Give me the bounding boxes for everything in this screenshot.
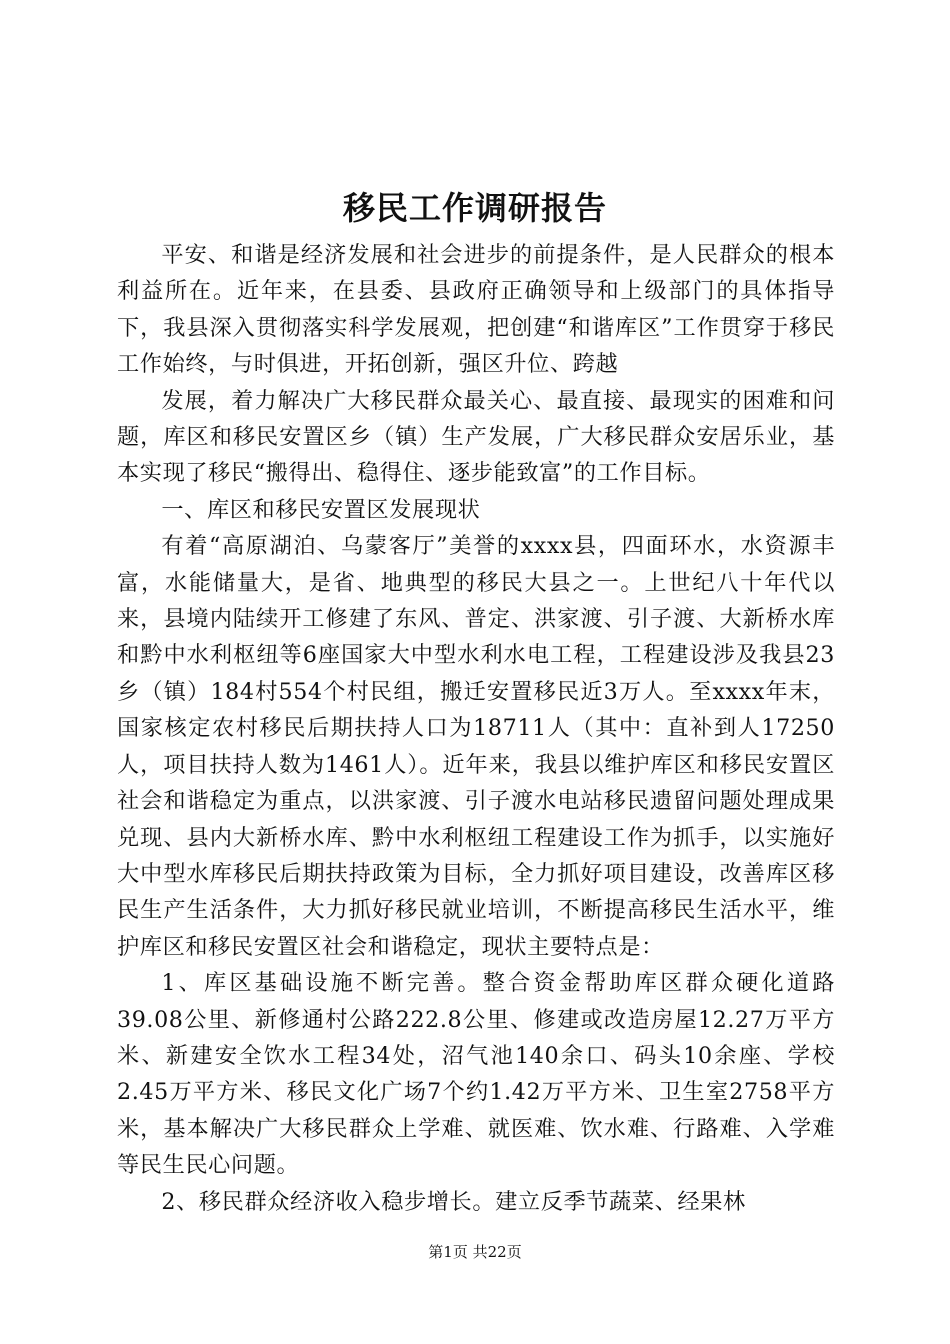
paragraph: 1、库区基础设施不断完善。整合资金帮助库区群众硬化道路39.08公里、新修通村公路222.8公里、修建或改造房屋12.27万平方米、新建安全饮水工程34处，沼气池140余口、码头10余座、学校2.45万平方米、移民文化广场7个约1.42万平方米、卫生室2758平方米，基本解决广大移民群众上学难、就医难、饮水难、行路难、入学难等民生民心问题。 bbox=[117, 970, 835, 1179]
paragraph: 有着“高原湖泊、乌蒙客厅”美誉的xxxx县，四面环水，水资源丰富，水能储量大，是省、地典型的移民大县之一。上世纪八十年代以来，县境内陆续开工修建了东风、普定、洪家渡、引子渡、大新桥水库和黔中水利枢纽等6座国家大中型水利水电工程，工程建设涉及我县23乡（镇）184村554个村民组，搬迁安置移民近3万人。至xxxx年末，国家核定农村移民后期扶持人口为18711人（其中：直补到人17250人，项目扶持人数为1461人）。近年来，我县以维护库区和移民安置区社会和谐稳定为重点，以洪家渡、引子渡水电站移民遗留问题处理成果兑现、县内大新桥水库、黔中水利枢纽工程建设工作为抓手，以实施好大中型水库移民后期扶持政策为目标，全力抓好项目建设，改善库区移民生产生活条件，大力抓好移民就业培训，不断提高移民生活水平，维护库区和移民安置区社会和谐稳定，现状主要特点是： bbox=[117, 533, 835, 960]
document-title: 移民工作调研报告 bbox=[342, 189, 607, 227]
page-number-footer: 第1页 共22页 bbox=[428, 1243, 522, 1261]
paragraph: 2、移民群众经济收入稳步增长。建立反季节蔬菜、经果林 bbox=[161, 1188, 746, 1215]
section-heading: 一、库区和移民安置区发展现状 bbox=[161, 496, 481, 523]
document-body bbox=[117, 237, 835, 1220]
paragraph: 平安、和谐是经济发展和社会进步的前提条件，是人民群众的根本利益所在。近年来，在县委、县政府正确领导和上级部门的具体指导下，我县深入贯彻落实科学发展观，把创建“和谐库区”工作贯穿于移民工作始终，与时俱进，开拓创新，强区升位、跨越 bbox=[117, 242, 835, 378]
paragraph: 发展，着力解决广大移民群众最关心、最直接、最现实的困难和问题，库区和移民安置区乡（镇）生产发展，广大移民群众安居乐业，基本实现了移民“搬得出、稳得住、逐步能致富”的工作目标。 bbox=[117, 387, 835, 487]
